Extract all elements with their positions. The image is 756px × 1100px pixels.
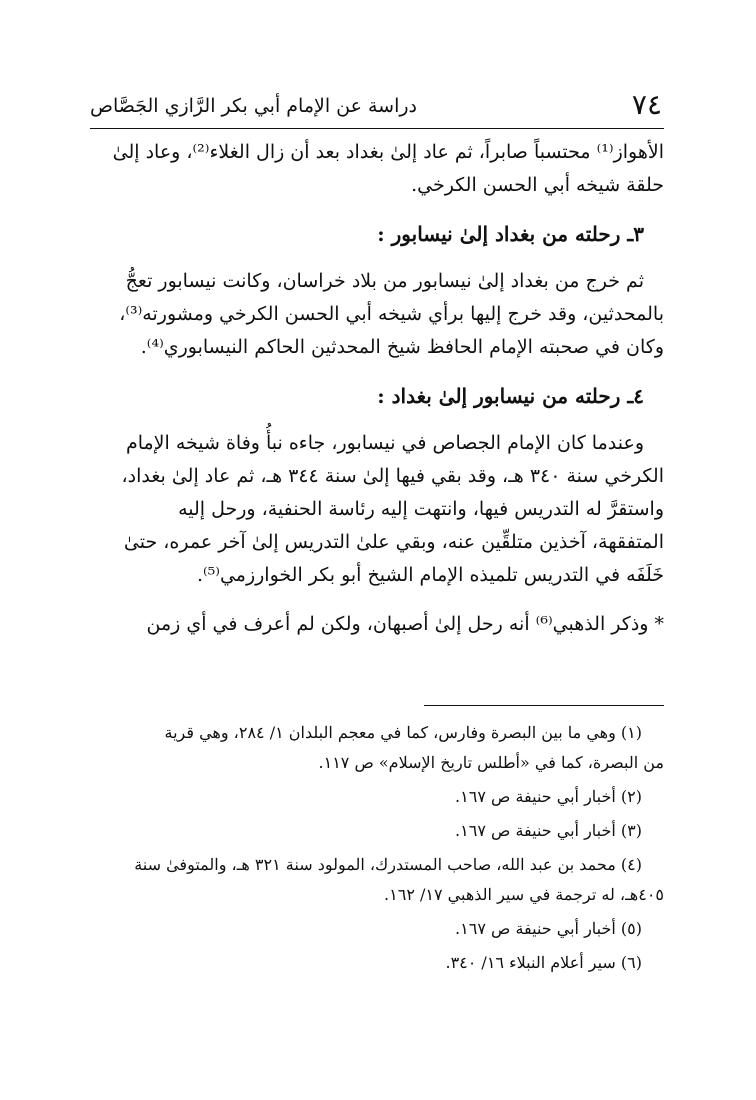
footnote-4 (86, 850, 664, 910)
text-line: الأهواز⁽¹⁾ محتسباً صابراً، ثم عاد إلىٰ بغداد بعد أن زال الغلاء⁽²⁾، وعاد إلىٰ (112, 141, 664, 163)
text-line: الكرخي سنة ٣٤٠ هـ، وقد بقي فيها إلىٰ سنة ٣٤٤ هـ، ثم عاد إلىٰ بغداد، (121, 465, 664, 487)
footnote-divider (424, 705, 664, 706)
paragraph-1 (80, 136, 664, 202)
text-line: وعندما كان الإمام الجصاص في نيسابور، جاءه نبأُ وفاة شيخه الإمام (125, 432, 644, 454)
text-line: حلقة شيخه أبي الحسن الكرخي. (411, 174, 664, 196)
main-text (80, 136, 664, 657)
footnote-text: من البصرة، كما في «أطلس تاريخ الإسلام» ص ١١٧. (318, 753, 664, 772)
footnote-2: (٢) أخبار أبي حنيفة ص ١٦٧. (455, 787, 642, 806)
text-line: خَلَفَه في التدريس تلميذه الإمام الشيخ أبو بكر الخوارزمي⁽⁵⁾. (196, 564, 664, 586)
section-heading-3: ٣ـ رحلته من بغداد إلىٰ نيسابور : (377, 222, 644, 246)
page-number: ٧٤ (631, 88, 662, 121)
footnote-text: (٤) محمد بن عبد الله، صاحب المستدرك، المولود سنة ٣٢١ هـ، والمتوفىٰ سنة (134, 855, 642, 874)
running-title: دراسة عن الإمام أبي بكر الرَّازي الجَصَّاص (90, 95, 418, 117)
text-line: بالمحدثين، وقد خرج إليها برأي شيخه أبي الحسن الكرخي ومشورته⁽³⁾، (119, 303, 664, 325)
footnote-text: (١) وهي ما بين البصرة وفارس، كما في معجم البلدان ١/ ٢٨٤، وهي قرية (164, 723, 642, 742)
page-header (90, 88, 664, 129)
section-heading-4: ٤ـ رحلته من نيسابور إلىٰ بغداد : (377, 384, 644, 408)
text-line: ثم خرج من بغداد إلىٰ نيسابور من بلاد خراسان، وكانت نيسابور تعجُّ (125, 270, 644, 292)
paragraph-2 (80, 265, 664, 364)
footnote-6: (٦) سير أعلام النبلاء ١٦/ ٣٤٠. (445, 953, 642, 972)
footnote-text: ٤٠٥هـ، له ترجمة في سير الذهبي ١٧/ ١٦٢. (384, 885, 664, 904)
paragraph-3 (80, 427, 664, 592)
text-line: المتفقهة، آخذين متلقِّين عنه، وبقي علىٰ التدريس إلىٰ آخر عمره، حتىٰ (123, 531, 664, 553)
footnote-3: (٣) أخبار أبي حنيفة ص ١٦٧. (455, 821, 642, 840)
footnotes (86, 718, 664, 982)
footnote-1 (86, 718, 664, 778)
text-line: واستقرَّ له التدريس فيها، وانتهت إليه رئاسة الحنفية، ورحل إليه (178, 498, 664, 520)
paragraph-4 (80, 608, 664, 641)
text-line: * وذكر الذهبي⁽⁶⁾ أنه رحل إلىٰ أصبهان، ولكن لم أعرف في أي زمن (146, 613, 664, 635)
text-line: وكان في صحبته الإمام الحافظ شيخ المحدثين الحاكم النيسابوري⁽⁴⁾. (140, 336, 664, 358)
footnote-5: (٥) أخبار أبي حنيفة ص ١٦٧. (455, 919, 642, 938)
